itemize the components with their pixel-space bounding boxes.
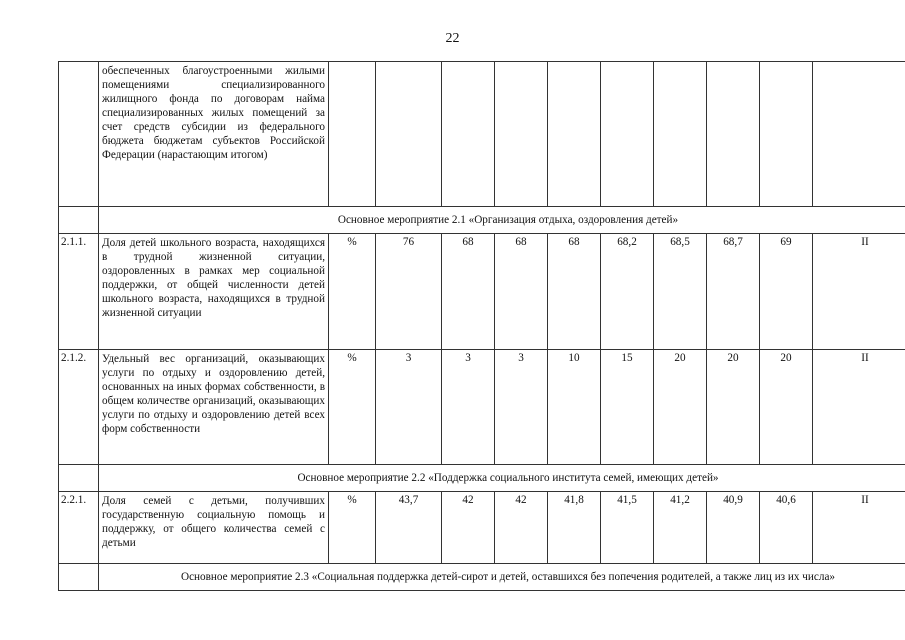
row-number-cell: 2.1.1. (59, 234, 99, 350)
value-cell (442, 62, 495, 207)
row-number-cell: 2.1.2. (59, 350, 99, 465)
value-cell: 76 (376, 234, 442, 350)
section-title-cell: Основное мероприятие 2.1 «Организация отдыха, оздоровления детей» (99, 207, 905, 234)
value-cell: 3 (495, 350, 548, 465)
value-cell: 41,5 (601, 492, 654, 564)
section-row (59, 564, 905, 591)
value-cell: 20 (654, 350, 707, 465)
unit-cell (329, 62, 376, 207)
value-cell: 10 (548, 350, 601, 465)
value-cell: 69 (760, 234, 813, 350)
value-cell: 68 (442, 234, 495, 350)
value-cell: 15 (601, 350, 654, 465)
program-code-cell: II (813, 492, 905, 564)
unit-cell: % (329, 234, 376, 350)
indicator-description-cell: Удельный вес организаций, оказывающих услуги по отдыху и оздоровлению детей, основанных на иных формах собственности, в общем количестве организаций, оказывающих услуги по отдыху и оздоровлению детей всех форм собственности (99, 350, 329, 465)
table-row (59, 234, 905, 350)
section-row (59, 207, 905, 234)
indicator-description-cell: Доля детей школьного возраста, находящихся в трудной жизненной ситуации, оздоровленных в рамках мер социальной поддержки, от общей численности детей школьного возраста, находящихся в трудной жизненной ситуации (99, 234, 329, 350)
row-number-cell: 2.2.1. (59, 492, 99, 564)
value-cell (376, 62, 442, 207)
value-cell: 40,9 (707, 492, 760, 564)
value-cell: 20 (760, 350, 813, 465)
value-cell: 68,5 (654, 234, 707, 350)
table-row (59, 62, 905, 207)
value-cell: 40,6 (760, 492, 813, 564)
value-cell (707, 62, 760, 207)
value-cell: 43,7 (376, 492, 442, 564)
row-number-cell (59, 62, 99, 207)
table-row (59, 350, 905, 465)
program-code-cell: II (813, 234, 905, 350)
value-cell: 41,8 (548, 492, 601, 564)
value-cell: 42 (495, 492, 548, 564)
value-cell (601, 62, 654, 207)
value-cell (495, 62, 548, 207)
value-cell (654, 62, 707, 207)
value-cell: 42 (442, 492, 495, 564)
row-number-cell (59, 465, 99, 492)
section-row (59, 465, 905, 492)
row-number-cell (59, 564, 99, 591)
unit-cell: % (329, 350, 376, 465)
program-code-cell: II (813, 350, 905, 465)
unit-cell: % (329, 492, 376, 564)
indicators-table (58, 61, 905, 591)
page-number: 22 (445, 31, 460, 46)
value-cell: 3 (442, 350, 495, 465)
value-cell: 68,2 (601, 234, 654, 350)
indicator-description-cell: обеспеченных благоустроенными жилыми помещениями специализированного жилищного фонда по договорам найма специализированных жилых помещений за счет средств субсидии из федерального бюджета бюджетам субъектов Российской Федерации (нарастающим итогом) (99, 62, 329, 207)
value-cell (760, 62, 813, 207)
row-number-cell (59, 207, 99, 234)
program-code-cell (813, 62, 905, 207)
value-cell: 41,2 (654, 492, 707, 564)
value-cell: 68,7 (707, 234, 760, 350)
section-title-cell: Основное мероприятие 2.3 «Социальная поддержка детей-сирот и детей, оставшихся без попечения родителей, а также лиц из их числа» (99, 564, 905, 591)
value-cell: 3 (376, 350, 442, 465)
table-row (59, 492, 905, 564)
value-cell: 20 (707, 350, 760, 465)
indicator-description-cell: Доля семей с детьми, получивших государственную социальную помощь и поддержку, от общего количества семей с детьми (99, 492, 329, 564)
value-cell (548, 62, 601, 207)
value-cell: 68 (548, 234, 601, 350)
section-title-cell: Основное мероприятие 2.2 «Поддержка социального института семей, имеющих детей» (99, 465, 905, 492)
value-cell: 68 (495, 234, 548, 350)
